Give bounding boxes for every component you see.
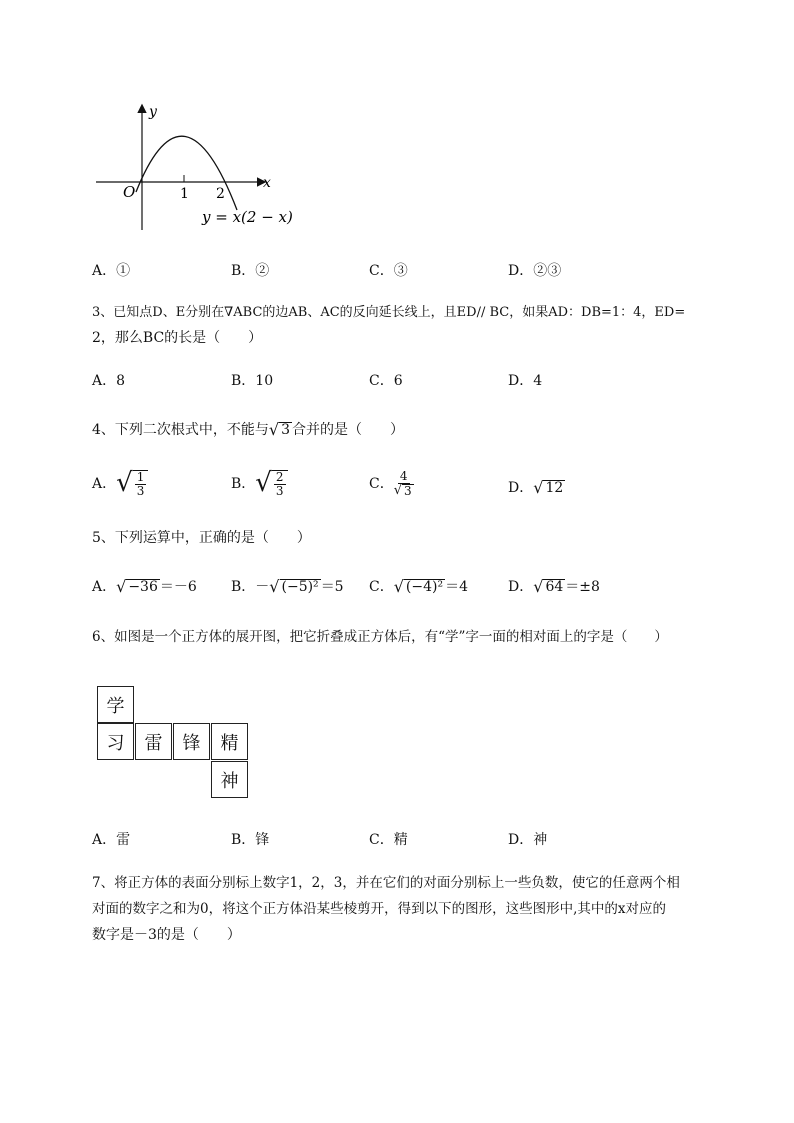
parabola-graph [92, 100, 312, 235]
q2-option-d: D．②③ [508, 263, 562, 279]
q4-stem [92, 419, 404, 441]
q3-stem-line2: 2，那么BC的长是（ ） [92, 330, 263, 346]
origin-label: O [123, 183, 136, 201]
q3-option-d: D．4 [508, 373, 543, 389]
q6-option-b: B．锋 [231, 832, 270, 848]
q7-stem-line3: 数字是－3的是（ ） [92, 927, 241, 943]
q6-option-a: A．雷 [92, 832, 131, 848]
q4-option-d: D． √ 12 [508, 477, 564, 497]
q3-option-c: C．6 [369, 373, 403, 389]
q2-option-a: A．① [92, 263, 131, 279]
net-cell-lei: 雷 [135, 723, 172, 760]
q4-stem-post: 合并的是（ ） [292, 422, 405, 438]
q6-option-d: D．神 [508, 832, 548, 848]
q4-option-b: B． √ $\frac{2}{3}$ [231, 470, 288, 498]
q5-option-a: A． √ −36 ＝－6 [92, 576, 197, 596]
q5-stem: 5、下列运算中，正确的是（ ） [92, 530, 311, 546]
net-cell-xue: 学 [97, 686, 134, 723]
net-cell-shen: 神 [211, 761, 248, 798]
q3-option-b: B．10 [231, 373, 274, 389]
q3-stem-line1: 3、已知点D、E分别在∇ABC的边AB、AC的反向延长线上，且ED// BC，如果AD：DB=1：4，ED= [92, 305, 686, 320]
net-cell-feng: 锋 [173, 723, 210, 760]
q5-option-c: C． √ (−4)² ＝4 [369, 576, 469, 596]
q2-option-c: C．③ [369, 263, 408, 279]
q6-stem: 6、如图是一个正方体的展开图，把它折叠成正方体后，有“学”字一面的相对面上的字是（ ） [92, 629, 668, 645]
q2-option-b: B．② [231, 263, 270, 279]
q4-option-c: C． 4 √ 3 [369, 469, 412, 498]
x-axis-label: x [263, 175, 271, 191]
q7-stem-line1: 7、将正方体的表面分别标上数字1，2，3，并在它们的对面分别标上一些负数，使它的任意两个相 [92, 875, 680, 891]
y-axis-label: y [149, 104, 157, 120]
net-cell-xi: 习 [97, 723, 134, 760]
q4-stem-pre: 4、下列二次根式中，不能与 [92, 422, 269, 438]
equation-label: y = x(2 − x) [202, 208, 293, 226]
tick-1-label: 1 [180, 186, 189, 202]
q6-option-c: C．精 [369, 832, 408, 848]
tick-2-label: 2 [216, 186, 225, 202]
q5-option-b: B．－ √ (−5)² ＝5 [231, 576, 344, 596]
net-cell-jing: 精 [211, 723, 248, 760]
q3-option-a: A．8 [92, 373, 126, 389]
q4-stem-radical: √ 3 [268, 419, 291, 439]
q4-option-a: A． √ $\frac{1}{3}$ [92, 470, 148, 498]
q7-stem-line2: 对面的数字之和为0，将这个正方体沿某些棱剪开，得到以下的图形，这些图形中,其中的x对应的 [92, 901, 666, 917]
q5-option-d: D． √ 64 ＝±8 [508, 576, 600, 596]
